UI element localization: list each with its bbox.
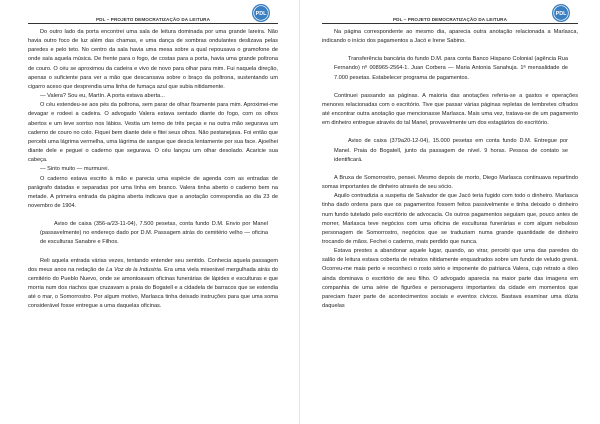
header-title: PDL – PROJETO DEMOCRATIZAÇÃO DA LEITURA [393,17,507,22]
right-page-text [322,28,578,311]
text-run: . Era uma viela miserável mergulhada atrás do cemitério do Pueblo Nuevo, onde se amontoavam oficinas funerárias de lápides e esculturas e que morria num dos riachos que cruzavam a praia do Bogatell e a cidadela de barracos que se estendia até o mar, o Somorrostro. Por algum motivo, Marlasca tinha deixado instruções para que uma soma considerável fosse entregue a uma daquelas oficinas. [28,266,278,310]
header-title: PDL – PROJETO DEMOCRATIZAÇÃO DA LEITURA [96,17,210,22]
header-rule [28,23,278,24]
newspaper-title: La Voz de la Industria [106,266,161,273]
svg-text:PDL: PDL [555,11,567,17]
journal-entry-quote: Aviso de caixa (379a20-12-04), 15.000 pesetas em conta fundo D.M. Entregue por Manel. Praia do Bogatell, junto da passagem de nível. 9 horas. Pessoa de contato se identificará. [334,138,568,163]
paragraph: — Valera? Sou eu, Martín. A porta estava aberta... [40,93,165,100]
paragraph: Continuei passando as páginas. A maioria das anotações referia-se a gastos e operações menores relacionadas com o escritório. Tive que passar várias páginas repletas de lembretes cifrados até encontrar outra anotação que mencionasse Marlasca. Mais uma vez, tratava-se de um pagamento em dinheiro entregue através do tal Manel, provavelmente um dos estagiários do escritório. [322,92,578,127]
paragraph: Na página correspondente ao mesmo dia, aparecia outra anotação relacionada a Marlasca, indicando o início dos pagamentos a Jacó e Irene Sabino. [322,29,578,45]
paragraph: O céu estendeu-se aos pés da poltrona, sem parar de olhar fixamente para mim. Aproximei-me devagar e rodeei a cadeira. O advogado Valera estava sentado diante do fogo, com os olhos abertos e um leve sorriso nos lábios. Vestia um terno de três peças e na outra mão segurava um caderno de couro no colo. Fiquei bem diante dele e fitei seus olhos. Não pestanejava. Foi então que percebi uma lágrima vermelha, uma lágrima de sangue que descia lentamente por sua face. Ajoelhei diante dele e peguei o caderno que segurava. O céu lançou um olhar desolado. Acaricie sua cabeça. [28,102,278,164]
paragraph: — Sinto muito — murmurei. [40,166,110,173]
paragraph [28,257,278,312]
pdl-logo-icon [250,3,272,23]
paragraph: Estava prestes a abandonar aquele lugar, quando, ao virar, percebi que uma das paredes do salão de leitura estava coberta de retratos nitidamente enquadrados sobre um fundo de veludo grená. Ocorreu-me mais perto e reconheci o rosto sério e imponente do patriarca Valera, cujo retrato a óleo ainda dominava o escritório de seu filho. O advogado aparecia na maior parte das imagens em companhia de uma série de figurões e personagens importantes da cidade em momentos que pareciam fazer parte de acontecimentos sociais e eventos cívicos. Bastava examinar uma dúzia daquelas [322,248,578,310]
journal-entry-quote: Transferência bancária do fundo D.M. para conta Banco Hispano Colonial (agência Rua Fernando) nº 008965-2564-1. Juan Corbera — Maria Antonia Sanahuja. 1ª mensalidade de 7.000 pesetas. Estabelecer programa de pagamentos. [334,56,568,81]
paragraph: Do outro lado da porta encontrei uma sala de leitura dominada por uma grande lareira. Não havia outro foco de luz além das chamas, e uma dança de sombras ondulantes deslizava pelas paredes e pelo teto. No centro da sala havia uma mesa sobre a qual repousava o gramofone de onde saía aquela música. De frente para o fogo, de costas para a porta, havia uma grande poltrona de couro. O céu se aproximou da cadeira e vivo de novo para olhar para mim. Fui naquela direção, apenas o suficiente para ver a mão que descansava sobre o braço da poltrona, sustentando um cigarro aceso que desprendia uma linha de fumaça azul que subia nitidamente. [28,29,278,90]
right-page [300,0,600,424]
text-run: Reli aquela entrada várias vezes, tentando entender seu sentido. Conhecia aquela passagem dos meus anos na redação de [28,257,278,273]
paragraph: O caderno estava escrito à mão e parecia uma espécie de agenda com as entradas de parágrafo datadas e separadas por uma linha em branco. Valera tinha aberto o caderno bem na metade. A primeira entrada da página aberta indicava que a anotação correspondia ao dia 23 de novembro de 1904. [28,175,278,209]
paragraph: Aquilo contradizia a suspeita de Salvador de que Jacó teria fugido com todo o dinheiro. Marlasca tinha dado ordens para que os pagamentos fossem feitos passivelmente e tinha deixado o dinheiro num fundo tutelado pelo escritório de advocacia. Os outros pagamentos seguiam que, pouco antes de morrer, Marlasca teve negócios com uma oficina de esculturas funerárias e com algum nebuloso personagem de Somorrostro, negócios que se traduziam numa grande quantidade de dinheiro trocando de mãos. Fechei o caderno, mais perdido que nunca. [322,193,578,245]
paragraph: A Bruxa de Somorrostro, pensei. Mesmo depois de morto, Diego Marlasca continuava repartindo somas importantes de dinheiro através de seu sócio. [322,174,578,191]
journal-entry-quote: Aviso de caixa (356-a/23-11-04), 7.500 pesetas, conta fundo D.M. Envio por Manel (passavelmente) no endereço dado por D.M. Passagem atrás do cemitério velho — oficina de esculturas Sanabre e Filhos. [40,221,268,246]
page-header [28,0,278,28]
pdl-logo-icon [550,3,572,23]
page-header [322,0,578,28]
svg-text:PDL: PDL [255,11,267,17]
header-rule [322,23,578,24]
left-page-text [28,28,278,312]
